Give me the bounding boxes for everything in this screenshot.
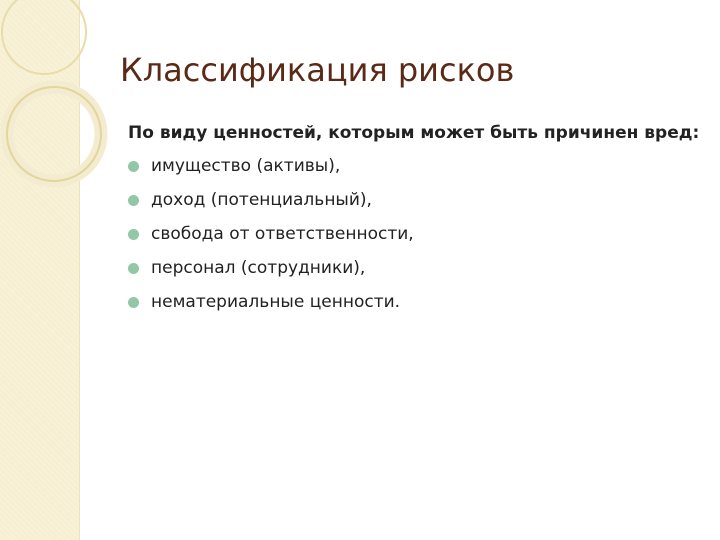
bullet-item bbox=[128, 217, 708, 251]
bullet-dot-icon bbox=[128, 263, 139, 274]
bullet-item bbox=[128, 183, 708, 217]
bullet-text: доход (потенциальный), bbox=[151, 190, 372, 210]
bullet-dot-icon bbox=[128, 195, 139, 206]
bullet-list bbox=[128, 149, 708, 319]
bullet-text: имущество (активы), bbox=[151, 156, 341, 176]
bullet-item bbox=[128, 149, 708, 183]
rings-decoration-icon bbox=[0, 0, 130, 200]
bullet-dot-icon bbox=[128, 297, 139, 308]
bullet-dot-icon bbox=[128, 229, 139, 240]
bullet-dot-icon bbox=[128, 161, 139, 172]
bullet-text: персонал (сотрудники), bbox=[151, 258, 366, 278]
intro-text: По виду ценностей, которым может быть причинен вред: bbox=[128, 123, 700, 143]
bullet-item bbox=[128, 285, 708, 319]
bullet-text: свобода от ответственности, bbox=[151, 224, 414, 244]
bullet-item bbox=[128, 251, 708, 285]
slide-body bbox=[128, 118, 708, 319]
slide-title: Классификация рисков bbox=[120, 51, 515, 89]
bullet-text: нематериальные ценности. bbox=[151, 292, 401, 312]
